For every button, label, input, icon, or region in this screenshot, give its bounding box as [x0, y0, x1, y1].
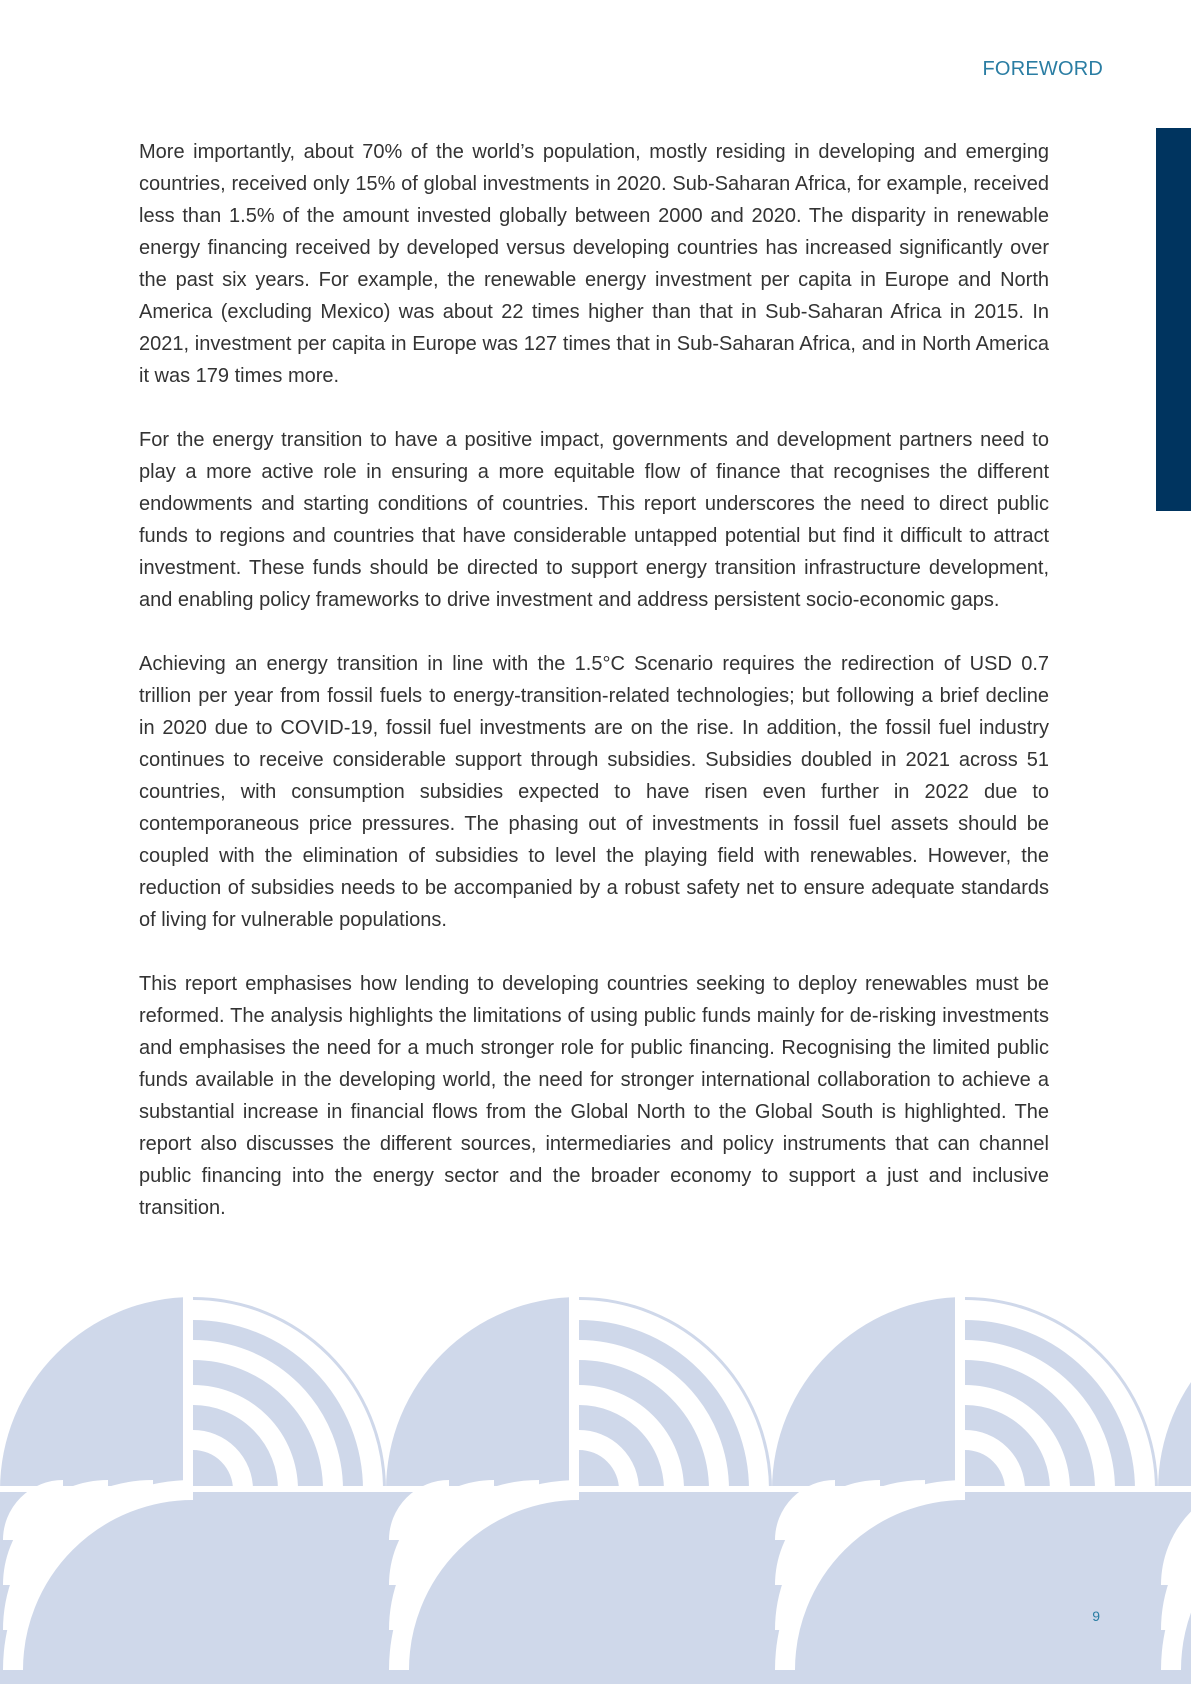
paragraph-1: More importantly, about 70% of the world’s population, mostly residing in developing and emerging countries, received only 15% of global investments in 2020. Sub-Saharan Africa, for example, received less than 1.5% of the amount invested globally between 2000 and 2020. The disparity in renewable energy financing received by developed versus developing countries has increased significantly over the past six years. For example, the renewable energy investment per capita in Europe and North America (excluding Mexico) was about 22 times higher than that in Sub-Saharan Africa in 2015. In 2021, investment per capita in Europe was 127 times that in Sub-Saharan Africa, and in North America it was 179 times more.: [139, 141, 1049, 387]
section-side-tab: [1156, 128, 1191, 511]
page-number: 9: [1092, 1608, 1100, 1624]
section-header-label: FOREWORD: [982, 58, 1103, 80]
paragraph-4: This report emphasises how lending to developing countries seeking to deploy renewables must be reformed. The analysis highlights the limitations of using public funds mainly for de-risking investments and emphasises the need for a much stronger role for public financing. Recognising the limited public funds available in the developing world, the need for stronger international collaboration to achieve a substantial increase in financial flows from the Global North to the Global South is highlighted. The report also discusses the different sources, intermediaries and policy instruments that can channel public financing into the energy sector and the broader economy to support a just and inclusive transition.: [139, 973, 1049, 1219]
paragraph-3: Achieving an energy transition in line with the 1.5°C Scenario requires the redirection of USD 0.7 trillion per year from fossil fuels to energy-transition-related technologies; but following a brief decline in 2020 due to COVID-19, fossil fuel investments are on the rise. In addition, the fossil fuel industry continues to receive considerable support through subsidies. Subsidies doubled in 2021 across 51 countries, with consumption subsidies expected to have risen even further in 2022 due to contemporaneous price pressures. The phasing out of investments in fossil fuel assets should be coupled with the elimination of subsidies to level the playing field with renewables. However, the reduction of subsidies needs to be accompanied by a robust safety net to ensure adequate standards of living for vulnerable populations.: [139, 653, 1049, 931]
decorative-wave-pattern: [0, 1290, 1191, 1684]
paragraph-2: For the energy transition to have a positive impact, governments and development partners need to play a more active role in ensuring a more equitable flow of finance that recognises the different endowments and starting conditions of countries. This report underscores the need to direct public funds to regions and countries that have considerable untapped potential but find it difficult to attract investment. These funds should be directed to support energy transition infrastructure development, and enabling policy frameworks to drive investment and address persistent socio-economic gaps.: [139, 429, 1049, 611]
foreword-body: [139, 136, 1049, 1256]
